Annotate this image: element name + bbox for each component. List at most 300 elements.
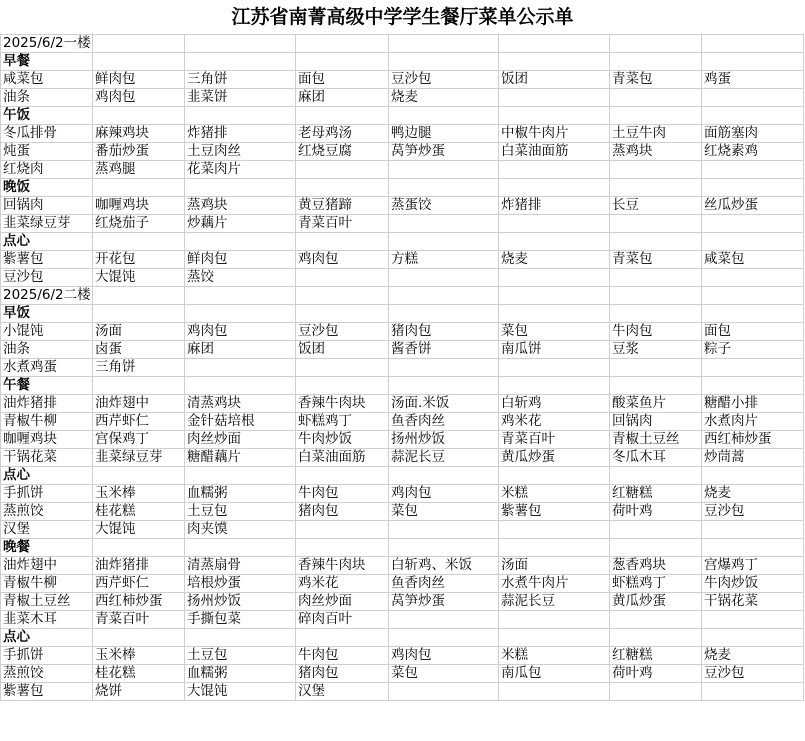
- menu-item-cell[interactable]: 宫爆鸡丁: [702, 557, 804, 575]
- menu-item-cell[interactable]: 汤面.米饭: [389, 395, 499, 413]
- menu-item-cell[interactable]: 汉堡: [296, 683, 389, 701]
- menu-item-cell[interactable]: 南瓜饼: [499, 341, 610, 359]
- menu-item-cell[interactable]: 红糖糕: [610, 485, 702, 503]
- menu-item-cell[interactable]: 桂花糕: [93, 503, 185, 521]
- empty-cell[interactable]: [702, 287, 804, 305]
- menu-item-cell[interactable]: 牛肉包: [610, 323, 702, 341]
- menu-item-cell[interactable]: 豆沙包: [1, 269, 93, 287]
- empty-cell[interactable]: [389, 521, 499, 539]
- menu-item-cell[interactable]: 长豆: [610, 197, 702, 215]
- menu-item-cell[interactable]: 韭菜木耳: [1, 611, 93, 629]
- empty-cell[interactable]: [499, 269, 610, 287]
- menu-item-cell[interactable]: 葱香鸡块: [610, 557, 702, 575]
- menu-item-cell[interactable]: 炸猪排: [499, 197, 610, 215]
- empty-cell[interactable]: [499, 539, 610, 557]
- menu-item-cell[interactable]: 红烧豆腐: [296, 143, 389, 161]
- empty-cell[interactable]: [93, 35, 185, 53]
- menu-item-cell[interactable]: 鲜肉包: [185, 251, 296, 269]
- menu-item-cell[interactable]: 青菜百叶: [296, 215, 389, 233]
- empty-cell[interactable]: [610, 683, 702, 701]
- empty-cell[interactable]: [389, 629, 499, 647]
- empty-cell[interactable]: [389, 377, 499, 395]
- menu-item-cell[interactable]: 碎肉百叶: [296, 611, 389, 629]
- menu-item-cell[interactable]: 蒸鸡块: [610, 143, 702, 161]
- menu-item-cell[interactable]: 鲜肉包: [93, 71, 185, 89]
- menu-item-cell[interactable]: 豆浆: [610, 341, 702, 359]
- menu-row: [1, 611, 804, 629]
- menu-item-cell[interactable]: 肉丝炒面: [296, 593, 389, 611]
- empty-cell[interactable]: [389, 233, 499, 251]
- empty-cell[interactable]: [702, 683, 804, 701]
- menu-item-cell[interactable]: 红烧肉: [1, 161, 93, 179]
- empty-cell[interactable]: [296, 359, 389, 377]
- menu-item-cell[interactable]: 莴笋炒蛋: [389, 143, 499, 161]
- empty-cell[interactable]: [389, 107, 499, 125]
- menu-item-cell[interactable]: 紫薯包: [499, 503, 610, 521]
- empty-cell[interactable]: [702, 53, 804, 71]
- empty-cell[interactable]: [93, 107, 185, 125]
- empty-cell[interactable]: [702, 233, 804, 251]
- empty-cell[interactable]: [185, 35, 296, 53]
- empty-cell[interactable]: [389, 53, 499, 71]
- menu-item-cell[interactable]: 麻团: [185, 341, 296, 359]
- empty-cell[interactable]: [389, 287, 499, 305]
- empty-cell[interactable]: [702, 305, 804, 323]
- empty-cell[interactable]: [296, 629, 389, 647]
- menu-item-cell[interactable]: 肉夹馍: [185, 521, 296, 539]
- menu-item-cell[interactable]: 青菜百叶: [499, 431, 610, 449]
- empty-cell[interactable]: [610, 161, 702, 179]
- menu-item-cell[interactable]: 手抓饼: [1, 485, 93, 503]
- empty-cell[interactable]: [702, 107, 804, 125]
- menu-item-cell[interactable]: 粽子: [702, 341, 804, 359]
- menu-item-cell[interactable]: 土豆牛肉: [610, 125, 702, 143]
- menu-item-cell[interactable]: 干锅花菜: [702, 593, 804, 611]
- menu-item-cell[interactable]: 南瓜包: [499, 665, 610, 683]
- menu-item-cell[interactable]: 鸡肉包: [296, 251, 389, 269]
- menu-item-cell[interactable]: 酸菜鱼片: [610, 395, 702, 413]
- empty-cell[interactable]: [610, 611, 702, 629]
- empty-cell[interactable]: [702, 35, 804, 53]
- menu-item-cell[interactable]: 汤面: [499, 557, 610, 575]
- empty-cell[interactable]: [702, 467, 804, 485]
- date-label-cell[interactable]: 2025/6/2一楼: [1, 35, 93, 53]
- empty-cell[interactable]: [499, 629, 610, 647]
- menu-item-cell[interactable]: 蒸蛋饺: [389, 197, 499, 215]
- empty-cell[interactable]: [702, 611, 804, 629]
- section-header-cell[interactable]: 早餐: [1, 53, 93, 71]
- empty-cell[interactable]: [499, 683, 610, 701]
- menu-item-cell[interactable]: 鸡肉包: [185, 323, 296, 341]
- menu-item-cell[interactable]: 方糕: [389, 251, 499, 269]
- empty-cell[interactable]: [185, 377, 296, 395]
- section-header-cell[interactable]: 点心: [1, 629, 93, 647]
- empty-cell[interactable]: [93, 377, 185, 395]
- menu-item-cell[interactable]: 虾糕鸡丁: [610, 575, 702, 593]
- empty-cell[interactable]: [296, 287, 389, 305]
- empty-cell[interactable]: [185, 179, 296, 197]
- menu-item-cell[interactable]: 咖喱鸡块: [93, 197, 185, 215]
- empty-cell[interactable]: [702, 215, 804, 233]
- date-label-cell[interactable]: 2025/6/2二楼: [1, 287, 93, 305]
- menu-item-cell[interactable]: 鸭边腿: [389, 125, 499, 143]
- empty-cell[interactable]: [389, 179, 499, 197]
- section-header-cell[interactable]: 点心: [1, 233, 93, 251]
- menu-item-cell[interactable]: 红糖糕: [610, 647, 702, 665]
- menu-item-cell[interactable]: 蒸饺: [185, 269, 296, 287]
- menu-item-cell[interactable]: 糖醋小排: [702, 395, 804, 413]
- menu-item-cell[interactable]: 油炸猪排: [93, 557, 185, 575]
- empty-cell[interactable]: [499, 161, 610, 179]
- menu-item-cell[interactable]: 蒜泥长豆: [499, 593, 610, 611]
- empty-cell[interactable]: [702, 89, 804, 107]
- menu-item-cell[interactable]: 鸡蛋: [702, 71, 804, 89]
- menu-item-cell[interactable]: 香辣牛肉块: [296, 557, 389, 575]
- empty-cell[interactable]: [499, 35, 610, 53]
- empty-cell[interactable]: [185, 467, 296, 485]
- empty-cell[interactable]: [296, 305, 389, 323]
- section-header-cell[interactable]: 晚餐: [1, 539, 93, 557]
- empty-cell[interactable]: [610, 179, 702, 197]
- menu-item-cell[interactable]: 小馄饨: [1, 323, 93, 341]
- menu-item-cell[interactable]: 汤面: [93, 323, 185, 341]
- empty-cell[interactable]: [185, 53, 296, 71]
- menu-item-cell[interactable]: 紫薯包: [1, 251, 93, 269]
- empty-cell[interactable]: [296, 377, 389, 395]
- empty-cell[interactable]: [499, 467, 610, 485]
- empty-cell[interactable]: [185, 305, 296, 323]
- empty-cell[interactable]: [499, 305, 610, 323]
- empty-cell[interactable]: [499, 215, 610, 233]
- empty-cell[interactable]: [93, 53, 185, 71]
- menu-item-cell[interactable]: 鸡米花: [296, 575, 389, 593]
- menu-row: [1, 593, 804, 611]
- menu-item-cell[interactable]: 干锅花菜: [1, 449, 93, 467]
- menu-item-cell[interactable]: 荷叶鸡: [610, 665, 702, 683]
- empty-cell[interactable]: [93, 629, 185, 647]
- menu-item-cell[interactable]: 牛肉炒饭: [296, 431, 389, 449]
- menu-item-cell[interactable]: 面筋塞肉: [702, 125, 804, 143]
- empty-cell[interactable]: [93, 287, 185, 305]
- menu-item-cell[interactable]: 红烧素鸡: [702, 143, 804, 161]
- empty-cell[interactable]: [702, 539, 804, 557]
- empty-cell[interactable]: [499, 359, 610, 377]
- empty-cell[interactable]: [389, 35, 499, 53]
- menu-item-cell[interactable]: 酱香饼: [389, 341, 499, 359]
- menu-item-cell[interactable]: 鱼香肉丝: [389, 575, 499, 593]
- menu-item-cell[interactable]: 面包: [296, 71, 389, 89]
- empty-cell[interactable]: [610, 215, 702, 233]
- empty-cell[interactable]: [185, 107, 296, 125]
- empty-cell[interactable]: [610, 269, 702, 287]
- menu-item-cell[interactable]: 冬瓜排骨: [1, 125, 93, 143]
- menu-item-cell[interactable]: 大馄饨: [93, 269, 185, 287]
- empty-cell[interactable]: [389, 269, 499, 287]
- menu-item-cell[interactable]: 手撕包菜: [185, 611, 296, 629]
- menu-item-cell[interactable]: 米糕: [499, 485, 610, 503]
- empty-cell[interactable]: [296, 53, 389, 71]
- menu-item-cell[interactable]: 血糯粥: [185, 665, 296, 683]
- menu-item-cell[interactable]: 青椒牛柳: [1, 413, 93, 431]
- menu-item-cell[interactable]: 青椒土豆丝: [1, 593, 93, 611]
- empty-cell[interactable]: [610, 467, 702, 485]
- menu-item-cell[interactable]: 油条: [1, 89, 93, 107]
- empty-cell[interactable]: [499, 377, 610, 395]
- menu-item-cell[interactable]: 土豆包: [185, 647, 296, 665]
- empty-cell[interactable]: [296, 233, 389, 251]
- menu-item-cell[interactable]: 莴笋炒蛋: [389, 593, 499, 611]
- empty-cell[interactable]: [185, 233, 296, 251]
- empty-cell[interactable]: [499, 53, 610, 71]
- menu-item-cell[interactable]: 青菜百叶: [93, 611, 185, 629]
- menu-item-cell[interactable]: 豆沙包: [296, 323, 389, 341]
- empty-cell[interactable]: [389, 539, 499, 557]
- empty-cell[interactable]: [499, 521, 610, 539]
- empty-cell[interactable]: [185, 539, 296, 557]
- menu-item-cell[interactable]: 三角饼: [93, 359, 185, 377]
- menu-item-cell[interactable]: 猪肉包: [389, 323, 499, 341]
- menu-item-cell[interactable]: 炒茼蒿: [702, 449, 804, 467]
- menu-item-cell[interactable]: 虾糕鸡丁: [296, 413, 389, 431]
- menu-item-cell[interactable]: 鸡肉包: [389, 485, 499, 503]
- menu-item-cell[interactable]: 花菜肉片: [185, 161, 296, 179]
- empty-cell[interactable]: [185, 629, 296, 647]
- menu-item-cell[interactable]: 玉米棒: [93, 647, 185, 665]
- menu-item-cell[interactable]: 冬瓜木耳: [610, 449, 702, 467]
- menu-item-cell[interactable]: 西红柿炒蛋: [702, 431, 804, 449]
- empty-cell[interactable]: [702, 377, 804, 395]
- empty-cell[interactable]: [610, 521, 702, 539]
- menu-item-cell[interactable]: 紫薯包: [1, 683, 93, 701]
- menu-item-cell[interactable]: 油炸翅中: [1, 557, 93, 575]
- menu-item-cell[interactable]: 糖醋藕片: [185, 449, 296, 467]
- menu-item-cell[interactable]: 扬州炒饭: [185, 593, 296, 611]
- empty-cell[interactable]: [610, 359, 702, 377]
- empty-cell[interactable]: [185, 359, 296, 377]
- menu-item-cell[interactable]: 豆沙包: [389, 71, 499, 89]
- menu-item-cell[interactable]: 西芹虾仁: [93, 413, 185, 431]
- menu-item-cell[interactable]: 烧麦: [389, 89, 499, 107]
- menu-item-cell[interactable]: 米糕: [499, 647, 610, 665]
- menu-item-cell[interactable]: 清蒸鸡块: [185, 395, 296, 413]
- empty-cell[interactable]: [93, 539, 185, 557]
- empty-cell[interactable]: [702, 629, 804, 647]
- empty-cell[interactable]: [389, 305, 499, 323]
- menu-item-cell[interactable]: 烧麦: [702, 485, 804, 503]
- menu-item-cell[interactable]: 猪肉包: [296, 503, 389, 521]
- menu-item-cell[interactable]: 蒸煎饺: [1, 665, 93, 683]
- menu-item-cell[interactable]: 血糯粥: [185, 485, 296, 503]
- menu-item-cell[interactable]: 蒸鸡块: [185, 197, 296, 215]
- empty-cell[interactable]: [185, 287, 296, 305]
- menu-item-cell[interactable]: 玉米棒: [93, 485, 185, 503]
- empty-cell[interactable]: [93, 179, 185, 197]
- menu-item-cell[interactable]: 番茄炒蛋: [93, 143, 185, 161]
- empty-cell[interactable]: [702, 269, 804, 287]
- empty-cell[interactable]: [610, 107, 702, 125]
- empty-cell[interactable]: [499, 89, 610, 107]
- empty-cell[interactable]: [499, 611, 610, 629]
- menu-item-cell[interactable]: 猪肉包: [296, 665, 389, 683]
- menu-item-cell[interactable]: 肉丝炒面: [185, 431, 296, 449]
- menu-item-cell[interactable]: 黄豆猪蹄: [296, 197, 389, 215]
- empty-cell[interactable]: [93, 467, 185, 485]
- menu-item-cell[interactable]: 土豆肉丝: [185, 143, 296, 161]
- menu-item-cell[interactable]: 饭团: [499, 71, 610, 89]
- empty-cell[interactable]: [296, 179, 389, 197]
- empty-cell[interactable]: [499, 233, 610, 251]
- menu-item-cell[interactable]: 菜包: [499, 323, 610, 341]
- empty-cell[interactable]: [296, 539, 389, 557]
- empty-cell[interactable]: [499, 179, 610, 197]
- empty-cell[interactable]: [296, 35, 389, 53]
- menu-item-cell[interactable]: 三角饼: [185, 71, 296, 89]
- menu-item-cell[interactable]: 红烧茄子: [93, 215, 185, 233]
- empty-cell[interactable]: [389, 215, 499, 233]
- menu-item-cell[interactable]: 回锅肉: [1, 197, 93, 215]
- empty-cell[interactable]: [610, 233, 702, 251]
- menu-item-cell[interactable]: 白斩鸡、米饭: [389, 557, 499, 575]
- empty-cell[interactable]: [389, 683, 499, 701]
- menu-item-cell[interactable]: 鸡米花: [499, 413, 610, 431]
- menu-item-cell[interactable]: 香辣牛肉块: [296, 395, 389, 413]
- empty-cell[interactable]: [610, 539, 702, 557]
- empty-cell[interactable]: [296, 521, 389, 539]
- menu-item-cell[interactable]: 菜包: [389, 665, 499, 683]
- menu-item-cell[interactable]: 卤蛋: [93, 341, 185, 359]
- menu-item-cell[interactable]: 水煮鸡蛋: [1, 359, 93, 377]
- empty-cell[interactable]: [93, 305, 185, 323]
- empty-cell[interactable]: [610, 35, 702, 53]
- menu-item-cell[interactable]: 烧饼: [93, 683, 185, 701]
- menu-item-cell[interactable]: 开花包: [93, 251, 185, 269]
- menu-item-cell[interactable]: 西红柿炒蛋: [93, 593, 185, 611]
- empty-cell[interactable]: [702, 179, 804, 197]
- empty-cell[interactable]: [610, 287, 702, 305]
- empty-cell[interactable]: [296, 161, 389, 179]
- menu-item-cell[interactable]: 回锅肉: [610, 413, 702, 431]
- menu-item-cell[interactable]: 蒸煎饺: [1, 503, 93, 521]
- menu-item-cell[interactable]: 烧麦: [702, 647, 804, 665]
- empty-cell[interactable]: [610, 89, 702, 107]
- menu-item-cell[interactable]: 白斩鸡: [499, 395, 610, 413]
- menu-item-cell[interactable]: 咸菜包: [702, 251, 804, 269]
- menu-item-cell[interactable]: 油炸翅中: [93, 395, 185, 413]
- empty-cell[interactable]: [499, 287, 610, 305]
- empty-cell[interactable]: [610, 629, 702, 647]
- menu-item-cell[interactable]: 炖蛋: [1, 143, 93, 161]
- empty-cell[interactable]: [296, 269, 389, 287]
- menu-item-cell[interactable]: 丝瓜炒蛋: [702, 197, 804, 215]
- empty-cell[interactable]: [389, 161, 499, 179]
- menu-item-cell[interactable]: 荷叶鸡: [610, 503, 702, 521]
- menu-item-cell[interactable]: 蒸鸡腿: [93, 161, 185, 179]
- menu-item-cell[interactable]: 韭菜绿豆芽: [93, 449, 185, 467]
- empty-cell[interactable]: [389, 611, 499, 629]
- menu-item-cell[interactable]: 咖喱鸡块: [1, 431, 93, 449]
- menu-item-cell[interactable]: 油炸猪排: [1, 395, 93, 413]
- date-row: [1, 35, 804, 53]
- menu-item-cell[interactable]: 麻辣鸡块: [93, 125, 185, 143]
- menu-item-cell[interactable]: 韭菜绿豆芽: [1, 215, 93, 233]
- menu-item-cell[interactable]: 咸菜包: [1, 71, 93, 89]
- menu-item-cell[interactable]: 清蒸扇骨: [185, 557, 296, 575]
- menu-item-cell[interactable]: 中椒牛肉片: [499, 125, 610, 143]
- menu-item-cell[interactable]: 鱼香肉丝: [389, 413, 499, 431]
- section-header-cell[interactable]: 午餐: [1, 377, 93, 395]
- menu-item-cell[interactable]: 饭团: [296, 341, 389, 359]
- menu-item-cell[interactable]: 油条: [1, 341, 93, 359]
- empty-cell[interactable]: [702, 359, 804, 377]
- menu-item-cell[interactable]: 汉堡: [1, 521, 93, 539]
- menu-item-cell[interactable]: 土豆包: [185, 503, 296, 521]
- empty-cell[interactable]: [702, 521, 804, 539]
- empty-cell[interactable]: [610, 53, 702, 71]
- empty-cell[interactable]: [296, 107, 389, 125]
- menu-item-cell[interactable]: 豆沙包: [702, 503, 804, 521]
- menu-item-cell[interactable]: 烧麦: [499, 251, 610, 269]
- empty-cell[interactable]: [610, 305, 702, 323]
- menu-item-cell[interactable]: 青椒牛柳: [1, 575, 93, 593]
- menu-item-cell[interactable]: 菜包: [389, 503, 499, 521]
- menu-item-cell[interactable]: 牛肉包: [296, 485, 389, 503]
- menu-item-cell[interactable]: 水煮牛肉片: [499, 575, 610, 593]
- menu-item-cell[interactable]: 培根炒蛋: [185, 575, 296, 593]
- menu-item-cell[interactable]: 白菜油面筋: [499, 143, 610, 161]
- menu-item-cell[interactable]: 扬州炒饭: [389, 431, 499, 449]
- menu-item-cell[interactable]: 面包: [702, 323, 804, 341]
- section-header-cell[interactable]: 早饭: [1, 305, 93, 323]
- menu-item-cell[interactable]: 青椒土豆丝: [610, 431, 702, 449]
- empty-cell[interactable]: [499, 107, 610, 125]
- section-header-cell[interactable]: 午饭: [1, 107, 93, 125]
- menu-item-cell[interactable]: 黄瓜炒蛋: [499, 449, 610, 467]
- menu-item-cell[interactable]: 大馄饨: [185, 683, 296, 701]
- menu-item-cell[interactable]: 青菜包: [610, 71, 702, 89]
- menu-item-cell[interactable]: 手抓饼: [1, 647, 93, 665]
- empty-cell[interactable]: [702, 161, 804, 179]
- menu-item-cell[interactable]: 鸡肉包: [389, 647, 499, 665]
- menu-item-cell[interactable]: 牛肉包: [296, 647, 389, 665]
- menu-item-cell[interactable]: 金针菇培根: [185, 413, 296, 431]
- menu-item-cell[interactable]: 蒜泥长豆: [389, 449, 499, 467]
- menu-item-cell[interactable]: 水煮肉片: [702, 413, 804, 431]
- empty-cell[interactable]: [610, 377, 702, 395]
- menu-item-cell[interactable]: 麻团: [296, 89, 389, 107]
- empty-cell[interactable]: [389, 467, 499, 485]
- empty-cell[interactable]: [296, 467, 389, 485]
- menu-item-cell[interactable]: 黄瓜炒蛋: [610, 593, 702, 611]
- menu-item-cell[interactable]: 鸡肉包: [93, 89, 185, 107]
- menu-item-cell[interactable]: 青菜包: [610, 251, 702, 269]
- menu-item-cell[interactable]: 老母鸡汤: [296, 125, 389, 143]
- empty-cell[interactable]: [93, 233, 185, 251]
- menu-item-cell[interactable]: 牛肉炒饭: [702, 575, 804, 593]
- menu-item-cell[interactable]: 炒藕片: [185, 215, 296, 233]
- sheet-title[interactable]: 江苏省南菁高级中学学生餐厅菜单公示单: [231, 6, 574, 28]
- menu-item-cell[interactable]: 宫保鸡丁: [93, 431, 185, 449]
- menu-item-cell[interactable]: 炸猪排: [185, 125, 296, 143]
- section-header-cell[interactable]: 点心: [1, 467, 93, 485]
- menu-item-cell[interactable]: 桂花糕: [93, 665, 185, 683]
- menu-item-cell[interactable]: 豆沙包: [702, 665, 804, 683]
- menu-item-cell[interactable]: 韭菜饼: [185, 89, 296, 107]
- menu-item-cell[interactable]: 大馄饨: [93, 521, 185, 539]
- menu-item-cell[interactable]: 西芹虾仁: [93, 575, 185, 593]
- section-header-cell[interactable]: 晚饭: [1, 179, 93, 197]
- menu-item-cell[interactable]: 白菜油面筋: [296, 449, 389, 467]
- empty-cell[interactable]: [389, 359, 499, 377]
